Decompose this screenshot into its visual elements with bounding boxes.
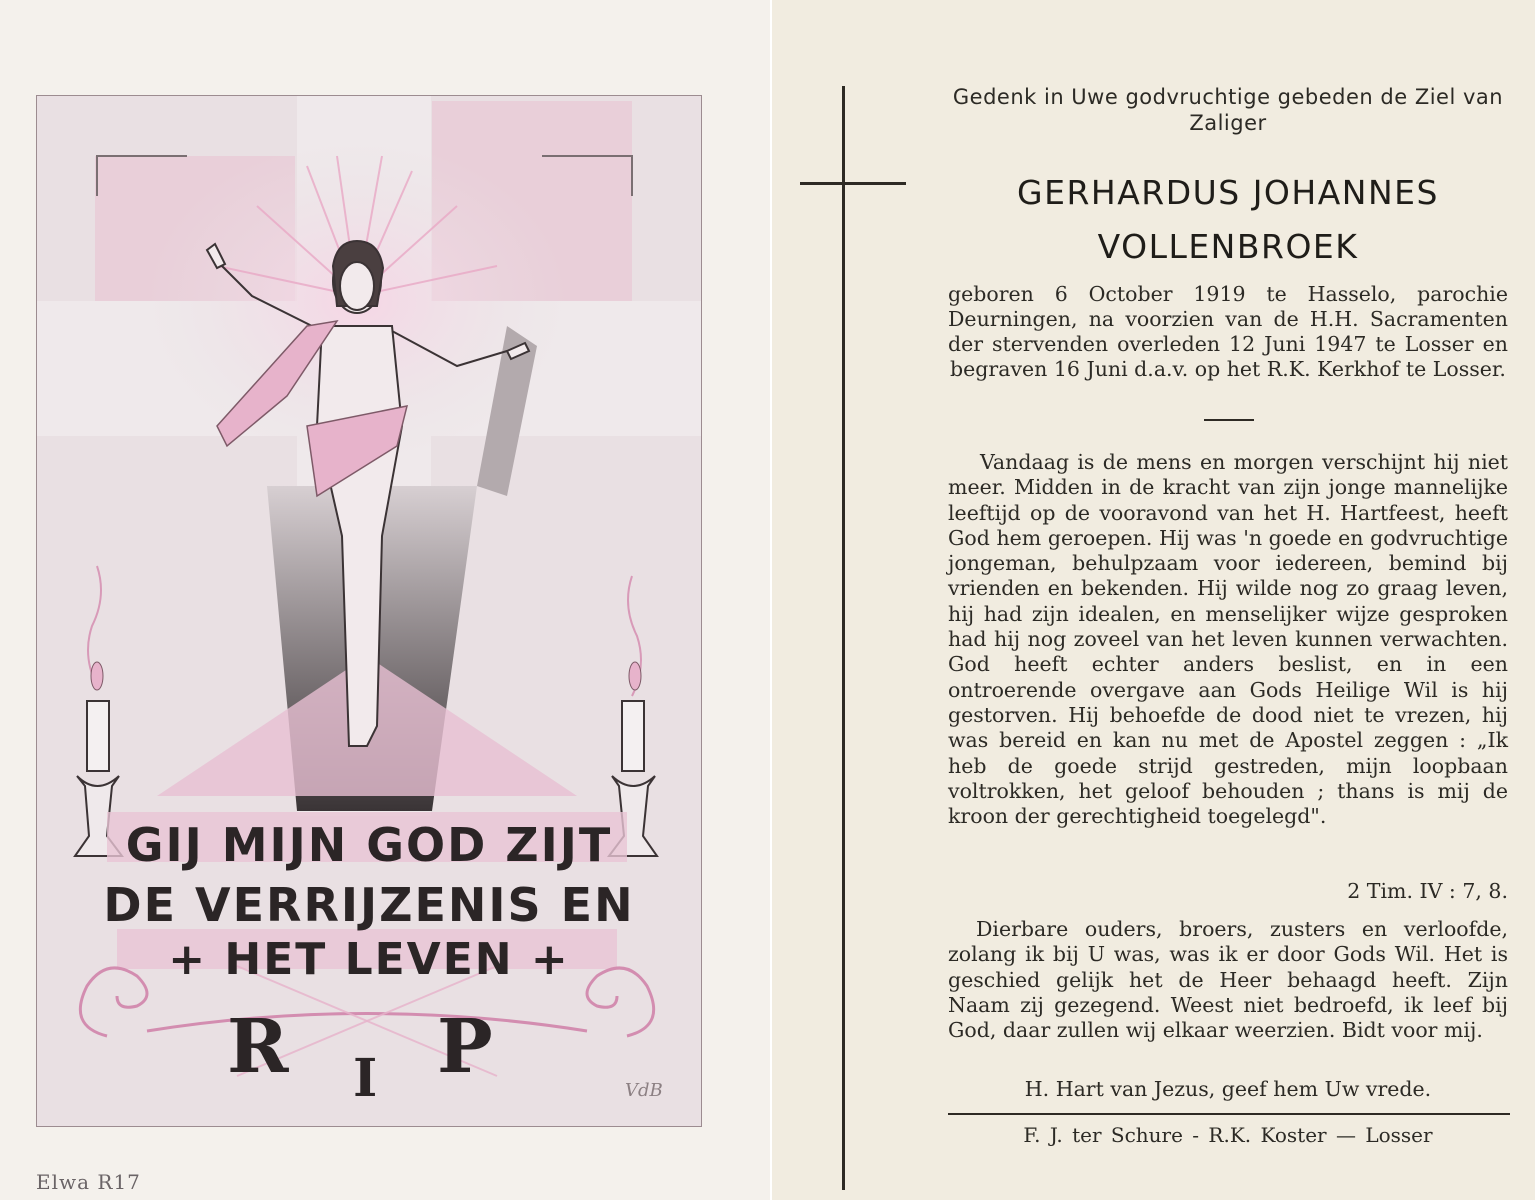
inscription-line-3: + HET LEVEN + bbox=[168, 934, 570, 985]
rip-letter-r: R bbox=[227, 1004, 289, 1090]
devotional-image bbox=[36, 95, 702, 1127]
cross-vertical-rule bbox=[842, 86, 845, 1190]
section-divider bbox=[1204, 419, 1254, 421]
farewell-text: Dierbare ouders, broers, zusters en verloofde, zolang ik bij U was, was ik er door Gods Wil. Het is geschied gelijk het de Heer behaagd heeft. Zijn Naam zij gezegend. Weest niet bedroefd, ik leef bij God, daar zullen wij elkaar weerzien. Bidt voor mij. bbox=[948, 917, 1508, 1043]
deceased-name bbox=[948, 166, 1508, 274]
intro-text: Gedenk in Uwe godvruchtige gebeden de Ziel van Zaliger bbox=[952, 85, 1504, 135]
artist-monogram: VdB bbox=[625, 1080, 663, 1101]
scripture-citation: 2 Tim. IV : 7, 8. bbox=[1347, 879, 1508, 903]
closing-prayer: H. Hart van Jezus, geef hem Uw vrede. bbox=[1024, 1077, 1432, 1101]
name-line-2: VOLLENBROEK bbox=[1097, 227, 1359, 266]
printer-code: Elwa R17 bbox=[36, 1170, 141, 1194]
footer-divider bbox=[948, 1113, 1510, 1115]
biographical-text: geboren 6 October 1919 te Hasselo, parochie Deurningen, na voorzien van de H.H. Sacramenten der stervenden overleden 12 Juni 1947 te Losser en begraven 16 Juni d.a.v. op het R.K. Kerkhof te Losser. bbox=[948, 282, 1508, 381]
cross-horizontal-rule bbox=[800, 182, 906, 185]
memorial-text bbox=[948, 450, 1508, 829]
back-panel bbox=[772, 0, 1535, 1200]
name-line-1: GERHARDUS JOHANNES bbox=[1017, 173, 1439, 212]
scroll-center bbox=[147, 1014, 587, 1032]
memorial-paragraph: Vandaag is de mens en morgen verschijnt hij niet meer. Midden in de kracht van zijn jonge mannelijke leeftijd op de vooravond van het H. Hartfeest, heeft God hem geroepen. Hij was 'n goede en godvruchtige jongeman, behulpzaam voor iedereen, bemind bij vrienden en bekenden. Hij wilde nog zo graag leven, hij had zijn idealen, en menselijker wijze gesproken had hij nog zoveel van het leven kunnen verwachten. God heeft echter anders beslist, en in een ontroerende overgave aan Gods Heilige Wil is hij gestorven. Hij behoefde de dood niet te vrezen, hij was bereid en kan nu met de Apostel zeggen : „Ik heb de goede strijd gestreden, mijn loopbaan voltrokken, het geloof behouden ; thans is mij de kroon der gerechtigheid toegelegd". bbox=[948, 450, 1508, 829]
rip-letter-p: P bbox=[437, 1004, 493, 1090]
inscription-line-1: GIJ MIJN GOD ZIJT bbox=[125, 818, 613, 872]
printer-footer: F. J. ter Schure - R.K. Koster — Losser bbox=[1023, 1123, 1433, 1147]
rip-letter-i: I bbox=[353, 1048, 378, 1109]
inscription-line-2: DE VERRIJZENIS EN bbox=[103, 878, 635, 932]
